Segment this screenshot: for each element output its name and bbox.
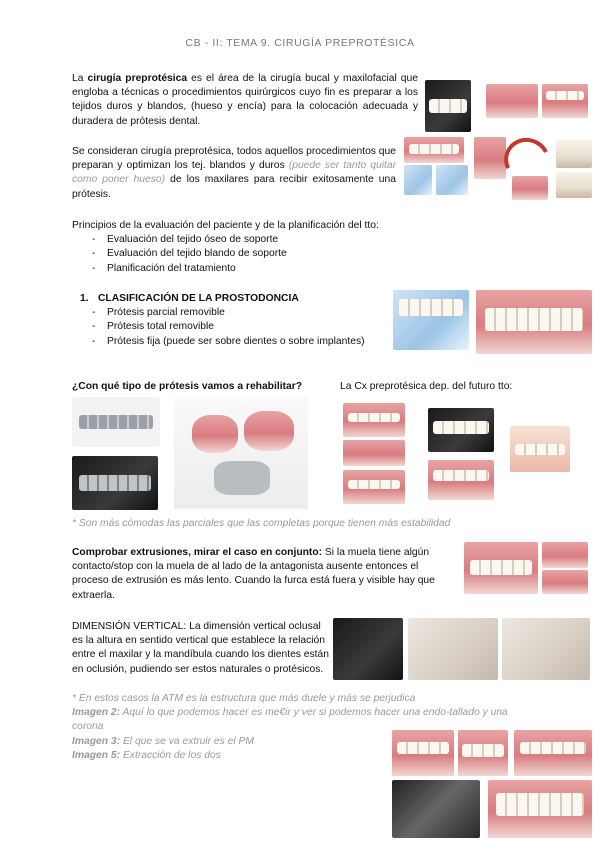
dental-bridge-photo [476, 290, 592, 354]
intro-term: cirugía preprotésica [87, 73, 188, 84]
extrusion-photo [542, 570, 588, 594]
dental-photo [514, 730, 592, 776]
extrusion-photo [542, 542, 588, 568]
partial-denture-photo [72, 397, 160, 447]
extrusion-paragraph [72, 546, 452, 603]
xray-image [392, 780, 480, 838]
classification-list [90, 306, 384, 349]
list-item: - Planificación del tratamiento [90, 262, 432, 276]
intro-paragraph-2 [72, 145, 396, 202]
dental-photo [458, 730, 508, 776]
classification-heading [72, 292, 384, 306]
complete-denture-photo [174, 397, 308, 509]
intro-text: es el área de la cirugía bucal y maxilofacial que engloba a técnicas o procedimientos quirúrgicos cuyo fin es preparar a los tejidos duros y blandos, (hueso y encía) para la colocación adecuada y duradera de prótesis dental. [72, 73, 418, 127]
intro-text: de los maxilares para recibir exitosamente una prótesis. [72, 174, 396, 200]
principles-list [90, 233, 432, 276]
note-text: El que se va extruir es el PM [120, 735, 254, 747]
intro-paragraph-1 [72, 72, 418, 129]
intro-aside: (puede ser tanto quitar como poner hueso) [72, 160, 397, 186]
dental-photo [425, 80, 471, 132]
gum-photo [512, 176, 548, 200]
intro-text: La [72, 73, 88, 84]
extrusion-heading: Comprobar extrusiones, mirar el caso en conjunto: [72, 547, 323, 558]
rehab-cx: La Cx preprotésica dep. del futuro tto: [340, 381, 513, 392]
principles-section [72, 219, 432, 276]
arch-photo [343, 470, 405, 504]
list-item: - Prótesis parcial removible [90, 306, 384, 320]
arch-photo [343, 403, 405, 437]
diagram-illustration [404, 165, 432, 195]
implant-illustration [393, 290, 469, 350]
face-measurement-photo [333, 618, 403, 680]
tooth-model-photo [556, 140, 592, 168]
dental-photo [428, 408, 494, 452]
arch-photo [343, 440, 405, 466]
note-label: Imagen 5: [72, 749, 121, 761]
diagram-illustration [436, 165, 468, 195]
skull-illustration [502, 618, 590, 680]
vertical-dimension-paragraph: DIMENSIÓN VERTICAL: La dimensión vertical oclusal es la altura en sentido vertical que establece la relación entre el maxilar y la mandíbula cuando los dientes están en oclusión, pudiendo ser estos naturales o protésicos. [72, 621, 329, 675]
tooth-model-photo [556, 172, 592, 198]
prosthesis-photo [404, 137, 464, 163]
gum-photo [486, 84, 538, 118]
note-text: Aquí lo que podemos hacer es me€ir y ver si podemos hacer una endo-tallado y una corona [72, 707, 508, 733]
list-item: - Prótesis total removible [90, 320, 384, 334]
smile-photo [510, 426, 570, 472]
section-number: 1. [80, 293, 89, 304]
note-label: Imagen 3: [72, 735, 121, 747]
dental-photo [392, 730, 454, 776]
list-item: - Evaluación del tejido óseo de soporte [90, 233, 432, 247]
dental-model-photo [428, 460, 494, 500]
rehab-question: ¿Con qué tipo de prótesis vamos a rehabilitar? [72, 381, 303, 392]
rehab-note: * Son más cómodas las parciales que las completas porque tienen más estabilidad [72, 518, 451, 529]
list-item: - Evaluación del tejido blando de soporte [90, 247, 432, 261]
gum-photo [474, 137, 506, 179]
extrusion-diagram [464, 542, 538, 594]
skull-illustration [408, 618, 498, 680]
classification-section [72, 292, 384, 349]
dental-illustration [488, 780, 592, 838]
section-title: CLASIFICACIÓN DE LA PROSTODONCIA [98, 293, 299, 304]
list-item: - Prótesis fija (puede ser sobre dientes o sobre implantes) [90, 335, 384, 349]
page-header: CB - II: TEMA 9. CIRUGÍA PREPROTÉSICA [185, 37, 415, 49]
partial-denture-photo [72, 456, 158, 510]
note-text: Extracción de los dos [120, 749, 221, 761]
intro-text: Se consideran cirugía preprotésica, todos aquellos procedimientos que preparan y optimizan los tej. blandos y duros [72, 146, 396, 172]
gum-photo [542, 84, 588, 118]
note-label: Imagen 2: [72, 707, 121, 719]
extrusion-text: Si la muela tiene algún contacto/stop con la muela de al lado de la antagonista ausente entonces el proceso de extrusión es más lento. Cuando la furca está fuera y visible hay que extraerla. [72, 547, 435, 601]
atm-note: * En estos casos la ATM es la estructura que más duele y más se perjudica [72, 693, 416, 704]
principles-title: Principios de la evaluación del paciente y de la planificación del tto: [72, 220, 379, 231]
